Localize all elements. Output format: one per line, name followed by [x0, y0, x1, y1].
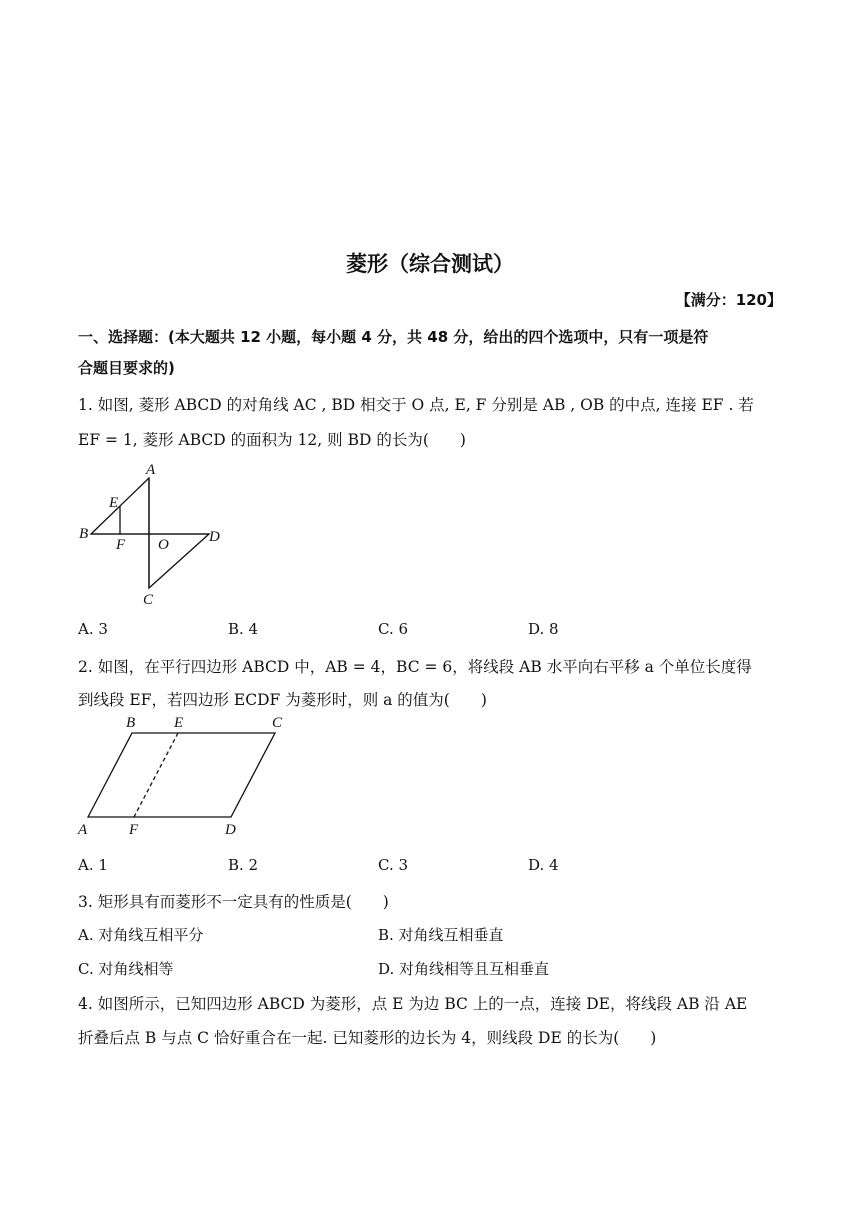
q2-parallelogram-figure: [76, 712, 296, 842]
q1-stem-line1: 1. 如图, 菱形 ABCD 的对角线 AC , BD 相交于 O 点, E, F 分别是 AB , OB 的中点, 连接 EF . 若: [78, 396, 754, 414]
q2-option-d: D. 4: [528, 856, 559, 874]
q4-stem-line2: 折叠后点 B 与点 C 恰好重合在一起. 已知菱形的边长为 4，则线段 DE 的长为( ): [78, 1029, 657, 1047]
section-heading-line1: 一、选择题：(本大题共 12 小题，每小题 4 分，共 48 分，给出的四个选项中，只有一项是符: [78, 328, 709, 346]
q1-label-o: O: [158, 537, 169, 553]
q2-label-d: D: [225, 822, 236, 838]
q1-label-e: E: [109, 495, 119, 511]
q2-label-b: B: [126, 715, 136, 731]
q4-stem-line1: 4. 如图所示，已知四边形 ABCD 为菱形，点 E 为边 BC 上的一点，连接 DE，将线段 AB 沿 AE: [78, 995, 748, 1013]
q2-parallelogram-outline: [88, 733, 275, 817]
q2-segment-ef: [134, 733, 178, 817]
q1-option-b: B. 4: [228, 620, 259, 638]
q1-label-a: A: [146, 462, 156, 478]
full-score-label: 【满分：120】: [675, 291, 782, 309]
q3-option-d: D. 对角线相等且互相垂直: [378, 960, 550, 978]
q3-option-a: A. 对角线互相平分: [78, 926, 204, 944]
q3-option-c: C. 对角线相等: [78, 960, 174, 978]
q1-label-b: B: [79, 526, 89, 542]
q3-option-b: B. 对角线互相垂直: [378, 926, 504, 944]
q2-stem-line2: 到线段 EF，若四边形 ECDF 为菱形时，则 a 的值为( ): [78, 691, 487, 709]
q1-option-d: D. 8: [528, 620, 559, 638]
q1-label-f: F: [116, 537, 126, 553]
q2-label-f: F: [129, 822, 139, 838]
q2-option-c: C. 3: [378, 856, 409, 874]
q1-rhombus-figure: [76, 458, 236, 608]
q1-stem-line2: EF = 1, 菱形 ABCD 的面积为 12, 则 BD 的长为( ): [78, 431, 466, 449]
q2-label-e: E: [174, 715, 184, 731]
q1-label-c: C: [143, 592, 154, 608]
q2-label-c: C: [272, 715, 283, 731]
page-title: 菱形（综合测试）: [346, 252, 514, 276]
q1-option-a: A. 3: [78, 620, 108, 638]
q2-option-a: A. 1: [78, 856, 108, 874]
q1-label-d: D: [209, 529, 220, 545]
q1-option-c: C. 6: [378, 620, 409, 638]
q2-label-a: A: [78, 822, 88, 838]
q2-stem-line1: 2. 如图，在平行四边形 ABCD 中，AB = 4，BC = 6，将线段 AB 水平向右平移 a 个单位长度得: [78, 658, 752, 676]
section-heading-line2: 合题目要求的): [78, 359, 175, 377]
q2-option-b: B. 2: [228, 856, 259, 874]
q3-stem-line1: 3. 矩形具有而菱形不一定具有的性质是( ): [78, 893, 389, 911]
